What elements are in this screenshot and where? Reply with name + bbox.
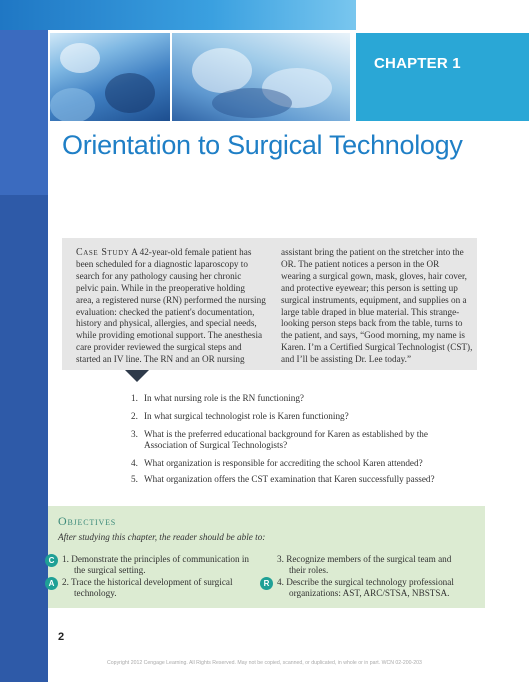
question-number: 3.	[131, 429, 138, 439]
objective-text: Demonstrate the principles of communication in	[71, 554, 250, 564]
case-study-line: search for any pathology causing her chronic	[76, 270, 242, 281]
question-number: 5.	[131, 474, 138, 484]
case-study-line: and I’ll be assisting Dr. Lee today.”	[281, 354, 412, 365]
objective-number: 4.	[277, 577, 284, 587]
case-study-line: Case Study A 42-year-old female patient has	[76, 247, 252, 258]
case-study-line: started an IV line. The RN and an OR nursing	[76, 354, 245, 365]
chapter-label: CHAPTER 1	[374, 55, 461, 72]
case-study-line: looking person steps back from the table, turns to	[281, 318, 463, 329]
case-study-line: area, a registered nurse (RN) performed the nursing	[76, 294, 266, 305]
case-study-column-2	[281, 247, 471, 366]
objectives-intro: After studying this chapter, the reader should be able to:	[58, 532, 266, 542]
case-study-line: Karen. I’m a Certified Surgical Technologist (CST),	[281, 342, 473, 353]
objective-text: their roles.	[289, 565, 329, 576]
objective-item	[277, 577, 454, 600]
objective-text: the surgical setting.	[74, 565, 146, 576]
objective-item	[62, 554, 249, 577]
case-study-line: the patient, and says, “Good morning, my name is	[281, 330, 465, 341]
question-text: What organization is responsible for accrediting the school Karen attended?	[144, 458, 423, 468]
question-text: Association of Surgical Technologists?	[144, 440, 288, 450]
question-text: In what nursing role is the RN functioning?	[144, 393, 304, 403]
question-text: In what surgical technologist role is Karen functioning?	[144, 411, 349, 421]
badge-c-icon: C	[45, 554, 58, 567]
page-number: 2	[58, 631, 65, 643]
case-study-column-1	[76, 247, 268, 366]
objective-number: 3.	[277, 554, 284, 564]
case-study-line: and protective eyewear; this person is setting up	[281, 282, 458, 293]
objective-text: Describe the surgical technology professional	[286, 577, 454, 587]
case-study-heading: Case Study	[76, 247, 130, 258]
left-color-bar-top	[0, 30, 48, 195]
badge-r-icon: R	[260, 577, 273, 590]
question-number: 4.	[131, 458, 138, 468]
objective-text: technology.	[74, 588, 117, 599]
objective-text: Recognize members of the surgical team and	[286, 554, 452, 564]
case-study-line: while providing emotional support. The anesthesia	[76, 330, 263, 341]
case-study-line: been scheduled for a diagnostic laparoscopy to	[76, 258, 248, 269]
case-study-line: history and physical, allergies, and special needs,	[76, 318, 257, 329]
case-study-line: care provider reviewed the surgical steps and	[76, 342, 242, 353]
case-study-line: evaluation: checked the patient's documentation,	[76, 306, 255, 317]
question-number: 1.	[131, 393, 138, 403]
case-study-line: wearing a surgical gown, mask, gloves, hair cover,	[281, 270, 467, 281]
case-study-line: OR. The patient notices a person in the OR	[281, 258, 440, 269]
case-study-pointer	[125, 370, 149, 382]
question-number: 2.	[131, 411, 138, 421]
objective-text: Trace the historical development of surgical	[71, 577, 233, 587]
objective-number: 2.	[62, 577, 69, 587]
objective-item	[277, 554, 451, 577]
chapter-title: Orientation to Surgical Technology	[62, 130, 463, 160]
badge-a-icon: A	[45, 577, 58, 590]
question-text: What organization offers the CST examination that Karen successfully passed?	[144, 474, 435, 484]
surgery-photo-1	[50, 33, 170, 121]
objectives-title: Objectives	[58, 514, 117, 528]
case-study-line: surgical instruments, equipment, and supplies on a	[281, 294, 467, 305]
case-study-line: large table draped in blue material. This strange-	[281, 306, 460, 317]
case-study-line: assistant bring the patient on the stretcher into the	[281, 247, 464, 257]
question-text: What is the preferred educational background for Karen as established by the	[144, 429, 428, 439]
chapter-box	[356, 33, 529, 121]
objective-text: organizations: AST, ARC/STSA, NBSTSA.	[289, 588, 450, 599]
surgery-photo-2	[172, 33, 350, 121]
header-white-block	[356, 0, 529, 30]
objective-number: 1.	[62, 554, 69, 564]
case-study-line: pelvic pain. While in the preoperative holding	[76, 282, 245, 293]
objective-item	[62, 577, 233, 600]
copyright-notice: Copyright 2012 Cengage Learning. All Rights Reserved. May not be copied, scanned, or duplicated, in whole or in part. WCN 02-200-203	[107, 660, 422, 666]
